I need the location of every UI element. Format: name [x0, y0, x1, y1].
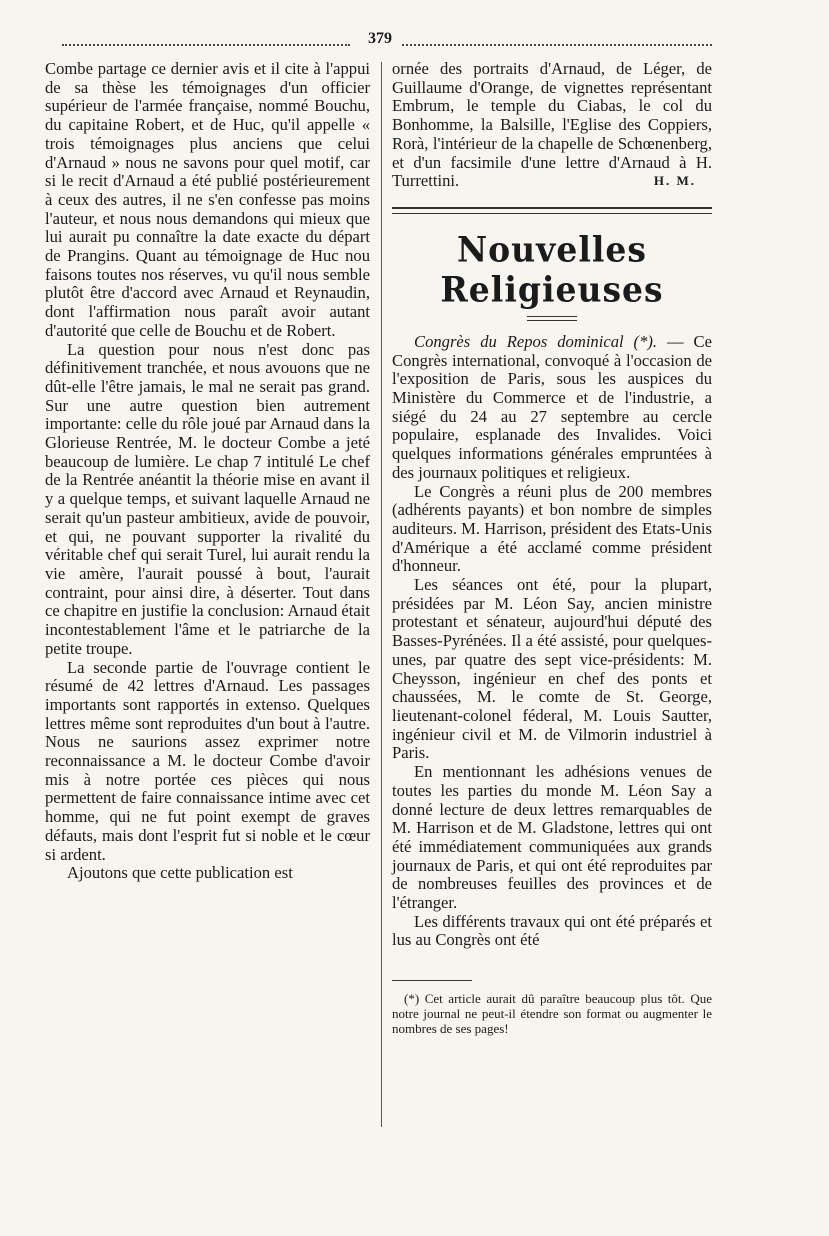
left-paragraph-4: Ajoutons que cette publication est — [67, 863, 293, 883]
news-paragraph-4: En mentionnant les adhésions venues de toutes les parties du monde M. Léon Say a donné lecture de deux lettres remarquables de M. Harrison et de M. Gladstone, lettres qui ont été immédiatement communiquées aux grands journaux de Paris, et qui ont été reproduites par de nombreuses feuilles des provinces et de l'étranger. — [392, 762, 712, 913]
section-title: Nouvelles Religieuses — [440, 228, 664, 310]
header-rule-left — [62, 44, 350, 46]
left-column — [45, 60, 370, 883]
title-underline — [527, 316, 577, 321]
news-lead-text: — Ce Congrès international, convoqué à l'occasion de l'exposition de Paris, sous les auspices du Ministère du Commerce et de l'industrie, a siégé du 24 au 27 septembre au cercle populaire, esplanade des Invalides. Voici quelques informations générales empruntées à des journaux politiques et religieux. — [392, 331, 712, 482]
footnote-rule — [392, 980, 472, 981]
footnote: (*) Cet article aurait dû paraître beaucoup plus tôt. Que notre journal ne peut-il étendre son format ou augmenter le nombres de ses pages! — [392, 991, 712, 1037]
left-paragraph-1: Combe partage ce dernier avis et il cite à l'appui de sa thèse les témoignages d'un officier supérieur de l'armée française, nommé Bouchu, du capitaine Robert, et de Huc, qu'il appelle « trois témoignages plus anciens que celui d'Arnaud » nous ne savons pour quel motif, car si le recit d'Arnaud a été publié postérieurement à ceux des autres, il ne s'en confesse pas moins l'auteur, et nous nous demandons qui mieux que lui aurait pu connaître la date exacte du départ de Prangins. Quant au témoignage de Huc nou faisons toutes nos réserves, vu qu'il nous semble plutôt être d'accord avec Arnaud et Reynaudin, dont l'affirmation nous paraît avoir autant d'autorité que celle de Bouchu et de Robert. — [45, 59, 370, 340]
news-paragraph-5: Les différents travaux qui ont été préparés et lus au Congrès ont été — [392, 911, 712, 950]
news-paragraph-2: Le Congrès a réuni plus de 200 membres (adhérents payants) et bon nombre de simples auditeurs. M. Harrison, président des Etats-Unis d'Amérique a été acclamé comme président d'honneur. — [392, 481, 712, 576]
news-paragraph-1 — [392, 333, 712, 483]
left-paragraph-3: La seconde partie de l'ouvrage contient le résumé de 42 lettres d'Arnaud. Les passages importants sont rapportés in extenso. Quelques lettres même sont reproduites d'un bout à l'autre. Nous ne saurions assez exprimer notre reconnaissance a M. le docteur Combe d'avoir mis à notre portée ces pièces qui nous permettent de faire connaissance intime avec cet homme, qui ne fut point exempt de graves défauts, mais dont l'esprit fut si noble et le cœur si ardent. — [45, 657, 370, 864]
news-lead-title: Congrès du Repos dominical (*). — [414, 331, 658, 351]
section-divider — [392, 207, 712, 214]
right-column — [392, 60, 712, 1036]
review-continuation — [392, 60, 712, 191]
author-signature: H. M. — [653, 173, 696, 189]
left-paragraph-2: La question pour nous n'est donc pas définitivement tranchée, et nous avouons que ne dût-elle l'être jamais, le mal ne serait pas grand. Sur une autre question bien autrement importante: celle du rôle joué par Arnaud dans la Glorieuse Rentrée, M. le docteur Combe a jeté beaucoup de lumière. Le chap 7 intitulé Le chef de la Rentrée anéantit la théorie mise en avant il y a quelque temps, et suivant laquelle Arnaud ne serait qu'un pasteur ambitieux, avide de pouvoir, et qui, ne pouvant supporter la rivalité du véritable chef qui serait Turel, lui aurait rendu la vie amère, l'aurait poussé à bout, l'aurait contraint, pour ainsi dire, à déserter. Tout dans ce chapitre en justifie la conclusion: Arnaud était incontestablement l'âme et le patriarche de la petite troupe. — [45, 339, 370, 658]
review-continuation-text: ornée des portraits d'Arnaud, de Léger, de Guillaume d'Orange, de vignettes représentant Embrum, le temple du Ciabas, le col du Bonhomme, la Balsille, l'Eglise des Coppiers, Rorà, l'intérieur de la chapelle de Schœnenberg, et d'un facsimile d'une lettre d'Arnaud à H. Turrettini. — [392, 59, 712, 191]
column-divider — [381, 62, 382, 1127]
page-number: 379 — [368, 30, 392, 47]
header-rule-right — [402, 44, 712, 46]
page-header — [62, 30, 712, 52]
news-paragraph-3: Les séances ont été, pour la plupart, présidées par M. Léon Say, ancien ministre protestant et sénateur, aujourd'hui député des Basses-Pyrénées. Il a été assisté, pour quelques-unes, par quatre des sept vice-présidents: M. Cheysson, ingénieur en chef des ponts et chaussées, M. le comte de St. George, lieutenant-colonel féderal, M. Louis Sautter, ingénieur civil et M. de Vilmorin industriel à Paris. — [392, 575, 712, 763]
